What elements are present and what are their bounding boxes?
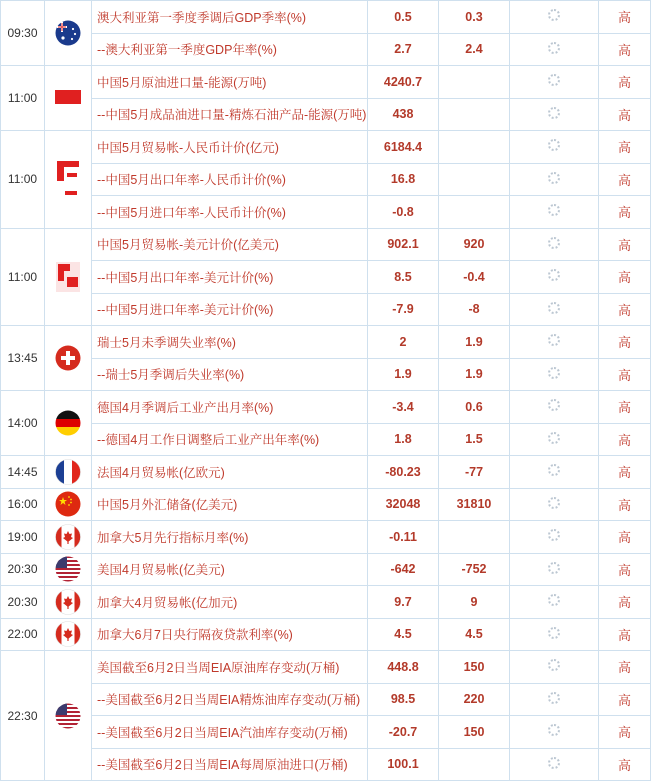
forecast-value — [439, 748, 510, 781]
previous-value: 4.5 — [368, 618, 439, 651]
loading-icon — [548, 367, 560, 379]
event-name[interactable]: --中国5月成品油进口量-精炼石油产品-能源(万吨) — [92, 98, 368, 131]
table-row — [1, 651, 651, 684]
forecast-value — [439, 98, 510, 131]
importance-label: 高 — [599, 748, 651, 781]
forecast-value: -752 — [439, 553, 510, 586]
event-name[interactable]: 美国4月贸易帐(亿美元) — [92, 553, 368, 586]
table-row — [1, 488, 651, 521]
loading-icon — [548, 74, 560, 86]
loading-icon — [548, 464, 560, 476]
actual-cell — [510, 618, 599, 651]
previous-value: -20.7 — [368, 716, 439, 749]
importance-label: 高 — [599, 66, 651, 99]
event-name[interactable]: --中国5月进口年率-美元计价(%) — [92, 293, 368, 326]
previous-value: -0.8 — [368, 196, 439, 229]
table-row — [1, 618, 651, 651]
event-name[interactable]: 澳大利亚第一季度季调后GDP季率(%) — [92, 1, 368, 34]
loading-icon — [548, 334, 560, 346]
table-row — [1, 326, 651, 359]
table-row — [1, 391, 651, 424]
previous-value: -80.23 — [368, 456, 439, 489]
forecast-value: -77 — [439, 456, 510, 489]
importance-label: 高 — [599, 261, 651, 294]
china-flag-icon — [45, 228, 92, 326]
event-name[interactable]: --中国5月进口年率-人民币计价(%) — [92, 196, 368, 229]
loading-icon — [548, 204, 560, 216]
event-name[interactable]: 瑞士5月未季调失业率(%) — [92, 326, 368, 359]
event-name[interactable]: 中国5月原油进口量-能源(万吨) — [92, 66, 368, 99]
importance-label: 高 — [599, 358, 651, 391]
actual-cell — [510, 228, 599, 261]
importance-label: 高 — [599, 423, 651, 456]
event-name[interactable]: --德国4月工作日调整后工业产出年率(%) — [92, 423, 368, 456]
previous-value: 2 — [368, 326, 439, 359]
time-cell: 09:30 — [1, 1, 45, 66]
forecast-value: 2.4 — [439, 33, 510, 66]
table-row — [1, 98, 651, 131]
actual-cell — [510, 98, 599, 131]
previous-value: 1.8 — [368, 423, 439, 456]
loading-icon — [548, 724, 560, 736]
previous-value: -642 — [368, 553, 439, 586]
loading-icon — [548, 529, 560, 541]
table-row — [1, 1, 651, 34]
actual-cell — [510, 553, 599, 586]
table-row — [1, 553, 651, 586]
loading-icon — [548, 139, 560, 151]
importance-label: 高 — [599, 1, 651, 34]
previous-value: 4240.7 — [368, 66, 439, 99]
forecast-value: 4.5 — [439, 618, 510, 651]
actual-cell — [510, 163, 599, 196]
time-cell: 22:30 — [1, 651, 45, 781]
time-cell: 14:45 — [1, 456, 45, 489]
forecast-value: 0.3 — [439, 1, 510, 34]
actual-cell — [510, 326, 599, 359]
table-row — [1, 423, 651, 456]
actual-cell — [510, 391, 599, 424]
table-row — [1, 358, 651, 391]
previous-value: -7.9 — [368, 293, 439, 326]
actual-cell — [510, 586, 599, 619]
table-row — [1, 228, 651, 261]
importance-label: 高 — [599, 651, 651, 684]
time-cell: 11:00 — [1, 228, 45, 326]
australia-flag-icon — [45, 1, 92, 66]
event-name[interactable]: --澳大利亚第一季度GDP年率(%) — [92, 33, 368, 66]
actual-cell — [510, 488, 599, 521]
time-cell: 20:30 — [1, 553, 45, 586]
china-flag-icon — [45, 488, 92, 521]
actual-cell — [510, 423, 599, 456]
actual-cell — [510, 261, 599, 294]
event-name[interactable]: 法国4月贸易帐(亿欧元) — [92, 456, 368, 489]
time-cell: 14:00 — [1, 391, 45, 456]
table-row — [1, 33, 651, 66]
table-row — [1, 196, 651, 229]
event-name[interactable]: 加拿大5月先行指标月率(%) — [92, 521, 368, 554]
china-flag-icon — [45, 131, 92, 229]
previous-value: 100.1 — [368, 748, 439, 781]
actual-cell — [510, 196, 599, 229]
importance-label: 高 — [599, 98, 651, 131]
loading-icon — [548, 302, 560, 314]
loading-icon — [548, 594, 560, 606]
forecast-value: 1.5 — [439, 423, 510, 456]
actual-cell — [510, 521, 599, 554]
table-row — [1, 683, 651, 716]
actual-cell — [510, 131, 599, 164]
importance-label: 高 — [599, 196, 651, 229]
actual-cell — [510, 66, 599, 99]
importance-label: 高 — [599, 391, 651, 424]
event-name[interactable]: 美国截至6月2日当周EIA原油库存变动(万桶) — [92, 651, 368, 684]
loading-icon — [548, 399, 560, 411]
previous-value: 448.8 — [368, 651, 439, 684]
loading-icon — [548, 757, 560, 769]
table-row — [1, 163, 651, 196]
usa-flag-icon — [45, 553, 92, 586]
actual-cell — [510, 716, 599, 749]
time-cell: 11:00 — [1, 66, 45, 131]
loading-icon — [548, 107, 560, 119]
event-name[interactable]: 加拿大6月7日央行隔夜贷款利率(%) — [92, 618, 368, 651]
canada-flag-icon — [45, 521, 92, 554]
forecast-value: 920 — [439, 228, 510, 261]
time-cell: 19:00 — [1, 521, 45, 554]
actual-cell — [510, 651, 599, 684]
time-cell: 16:00 — [1, 488, 45, 521]
importance-label: 高 — [599, 326, 651, 359]
previous-value: 16.8 — [368, 163, 439, 196]
previous-value: 8.5 — [368, 261, 439, 294]
previous-value: 6184.4 — [368, 131, 439, 164]
actual-cell — [510, 748, 599, 781]
loading-icon — [548, 9, 560, 21]
forecast-value — [439, 66, 510, 99]
importance-label: 高 — [599, 586, 651, 619]
table-row — [1, 716, 651, 749]
previous-value: -3.4 — [368, 391, 439, 424]
table-row — [1, 748, 651, 781]
importance-label: 高 — [599, 683, 651, 716]
loading-icon — [548, 432, 560, 444]
forecast-value: 150 — [439, 651, 510, 684]
loading-icon — [548, 627, 560, 639]
event-name[interactable]: --中国5月出口年率-美元计价(%) — [92, 261, 368, 294]
event-name[interactable]: --中国5月出口年率-人民币计价(%) — [92, 163, 368, 196]
importance-label: 高 — [599, 228, 651, 261]
forecast-value: -0.4 — [439, 261, 510, 294]
event-name[interactable]: 德国4月季调后工业产出月率(%) — [92, 391, 368, 424]
actual-cell — [510, 33, 599, 66]
previous-value: 2.7 — [368, 33, 439, 66]
actual-cell — [510, 1, 599, 34]
forecast-value — [439, 131, 510, 164]
forecast-value: 31810 — [439, 488, 510, 521]
previous-value: 9.7 — [368, 586, 439, 619]
actual-cell — [510, 456, 599, 489]
canada-flag-icon — [45, 586, 92, 619]
loading-icon — [548, 172, 560, 184]
forecast-value: 150 — [439, 716, 510, 749]
forecast-value: 220 — [439, 683, 510, 716]
table-row — [1, 293, 651, 326]
importance-label: 高 — [599, 293, 651, 326]
forecast-value: 9 — [439, 586, 510, 619]
importance-label: 高 — [599, 488, 651, 521]
table-row — [1, 521, 651, 554]
previous-value: 0.5 — [368, 1, 439, 34]
china-flag-icon — [45, 66, 92, 131]
importance-label: 高 — [599, 131, 651, 164]
event-name[interactable]: 中国5月贸易帐-人民币计价(亿元) — [92, 131, 368, 164]
table-row — [1, 261, 651, 294]
loading-icon — [548, 237, 560, 249]
previous-value: 32048 — [368, 488, 439, 521]
loading-icon — [548, 659, 560, 671]
table-row — [1, 456, 651, 489]
importance-label: 高 — [599, 456, 651, 489]
event-name[interactable]: --美国截至6月2日当周EIA每周原油进口(万桶) — [92, 748, 368, 781]
table-row — [1, 131, 651, 164]
canada-flag-icon — [45, 618, 92, 651]
usa-flag-icon — [45, 651, 92, 781]
previous-value: 902.1 — [368, 228, 439, 261]
table-row — [1, 586, 651, 619]
event-name[interactable]: 中国5月贸易帐-美元计价(亿美元) — [92, 228, 368, 261]
loading-icon — [548, 692, 560, 704]
previous-value: 98.5 — [368, 683, 439, 716]
importance-label: 高 — [599, 618, 651, 651]
table-row — [1, 66, 651, 99]
event-name[interactable]: --美国截至6月2日当周EIA汽油库存变动(万桶) — [92, 716, 368, 749]
previous-value: 438 — [368, 98, 439, 131]
previous-value: 1.9 — [368, 358, 439, 391]
actual-cell — [510, 293, 599, 326]
forecast-value — [439, 196, 510, 229]
importance-label: 高 — [599, 716, 651, 749]
importance-label: 高 — [599, 521, 651, 554]
loading-icon — [548, 42, 560, 54]
loading-icon — [548, 497, 560, 509]
loading-icon — [548, 562, 560, 574]
loading-icon — [548, 269, 560, 281]
actual-cell — [510, 683, 599, 716]
time-cell: 22:00 — [1, 618, 45, 651]
importance-label: 高 — [599, 163, 651, 196]
germany-flag-icon — [45, 391, 92, 456]
time-cell: 20:30 — [1, 586, 45, 619]
importance-label: 高 — [599, 553, 651, 586]
switzerland-flag-icon — [45, 326, 92, 391]
actual-cell — [510, 358, 599, 391]
previous-value: -0.11 — [368, 521, 439, 554]
forecast-value: 0.6 — [439, 391, 510, 424]
forecast-value: 1.9 — [439, 326, 510, 359]
importance-label: 高 — [599, 33, 651, 66]
event-name[interactable]: 中国5月外汇储备(亿美元) — [92, 488, 368, 521]
event-name[interactable]: 加拿大4月贸易帐(亿加元) — [92, 586, 368, 619]
forecast-value — [439, 163, 510, 196]
event-name[interactable]: --瑞士5月季调后失业率(%) — [92, 358, 368, 391]
time-cell: 13:45 — [1, 326, 45, 391]
event-name[interactable]: --美国截至6月2日当周EIA精炼油库存变动(万桶) — [92, 683, 368, 716]
france-flag-icon — [45, 456, 92, 489]
time-cell: 11:00 — [1, 131, 45, 229]
forecast-value: -8 — [439, 293, 510, 326]
forecast-value — [439, 521, 510, 554]
forecast-value: 1.9 — [439, 358, 510, 391]
